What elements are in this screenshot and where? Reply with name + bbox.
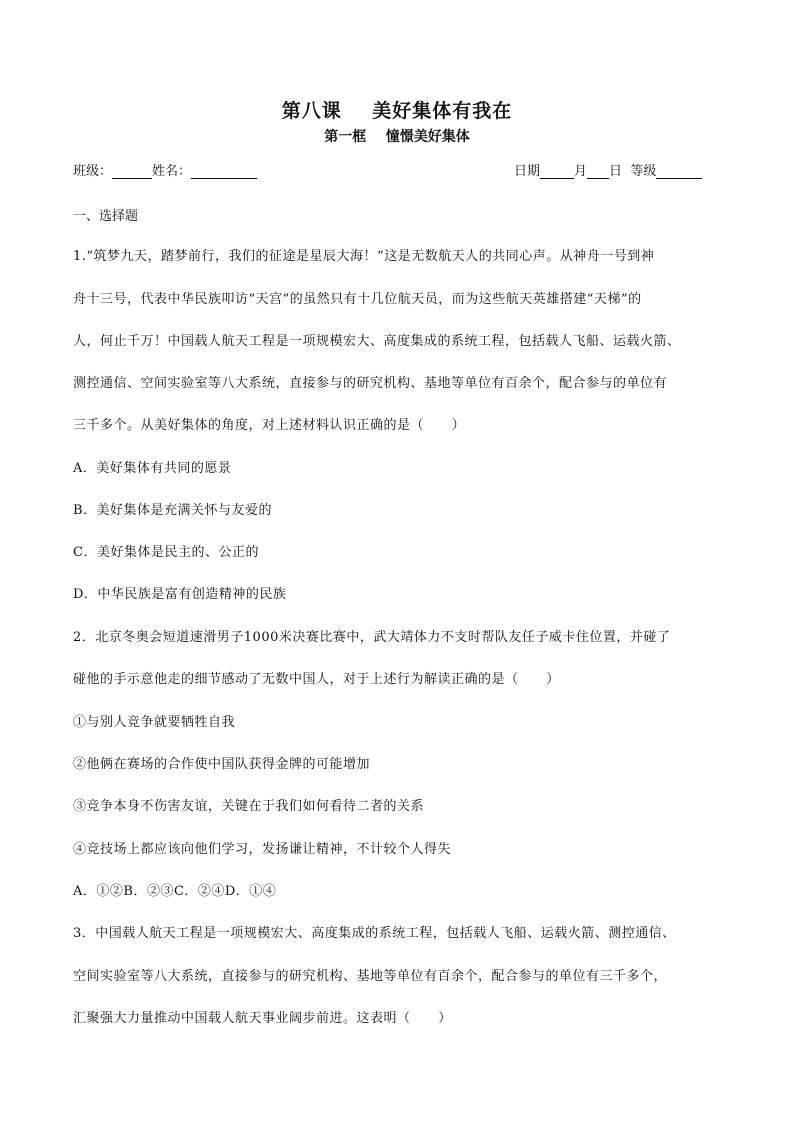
question-3-line-2: 空间实验室等八大系统，直接参与的研究机构、基地等单位有百余个，配合参与的单位有三千多个，: [73, 969, 668, 984]
question-1-line-2: 舟十三号，代表中华民族叩访“天宫”的虽然只有十几位航天员，而为这些航天英雄搭建“天梯”的: [73, 292, 642, 307]
question-2-statement-4: ④竞技场上都应该向他们学习，发扬谦让精神，不计较个人得失: [73, 842, 452, 857]
date-blank[interactable]: [540, 164, 574, 179]
question-3-line-3: 汇聚强大力量推动中国载人航天事业阔步前进。这表明（ ）: [73, 1011, 452, 1026]
section-heading: 一、选择题: [73, 209, 139, 224]
student-info: [73, 160, 257, 179]
lesson-title: 第八课 美好集体有我在: [281, 100, 513, 122]
question-1-option-b: B．美好集体是充满关怀与友爱的: [73, 503, 273, 518]
question-2-statement-3: ③竞争本身不伤害友谊，关键在于我们如何看待二者的关系: [73, 799, 425, 814]
question-3-line-1: 3．中国载人航天工程是一项规模宏大、高度集成的系统工程，包括载人飞船、运载火箭、测控通信、: [73, 926, 676, 941]
question-1-option-a: A．美好集体有共同的愿景: [73, 461, 232, 476]
question-2-line-1: 2．北京冬奥会短道速滑男子1000米决赛比赛中，武大靖体力不支时帮队友任子威卡住位置，并碰了: [73, 630, 671, 645]
lesson-subtitle: 第一框 憧憬美好集体: [324, 129, 470, 145]
name-label: 姓名：: [152, 164, 192, 179]
question-1-line-1: 1.“筑梦九天，踏梦前行，我们的征途是星辰大海！“这是无数航天人的共同心声。从神舟一号到神: [73, 249, 655, 264]
question-1-option-c: C．美好集体是民主的、公正的: [73, 545, 259, 560]
question-1-line-4: 测控通信、空间实验室等八大系统，直接参与的研究机构、基地等单位有百余个，配合参与的单位有: [73, 376, 668, 391]
name-blank[interactable]: [191, 164, 257, 179]
grade-label: 等级: [630, 164, 657, 179]
date-grade-info: [514, 160, 702, 179]
question-1-option-d: D．中华民族是富有创造精神的民族: [73, 587, 287, 602]
question-2-answer-options: A．①②B．②③C．②④D．①④: [73, 884, 277, 899]
class-blank[interactable]: [112, 164, 152, 179]
class-label: 班级：: [73, 164, 113, 179]
question-2-line-2: 碰他的手示意他走的细节感动了无数中国人，对于上述行为解读正确的是（ ）: [73, 672, 560, 687]
grade-blank[interactable]: [656, 164, 702, 179]
date-label: 日期: [514, 164, 541, 179]
question-2-statement-2: ②他俩在赛场的合作使中国队获得金牌的可能增加: [73, 757, 371, 772]
question-2-statement-1: ①与别人竞争就要牺牲自我: [73, 715, 236, 730]
month-blank[interactable]: [587, 164, 609, 179]
question-1-line-5: 三千多个。从美好集体的角度，对上述材料认识正确的是（ ）: [73, 418, 466, 433]
day-label: 日: [609, 164, 623, 179]
question-1-line-3: 人，何止千万！中国载人航天工程是一项规模宏大、高度集成的系统工程，包括载人飞船、运载火箭、: [73, 334, 681, 349]
month-label: 月: [574, 164, 588, 179]
